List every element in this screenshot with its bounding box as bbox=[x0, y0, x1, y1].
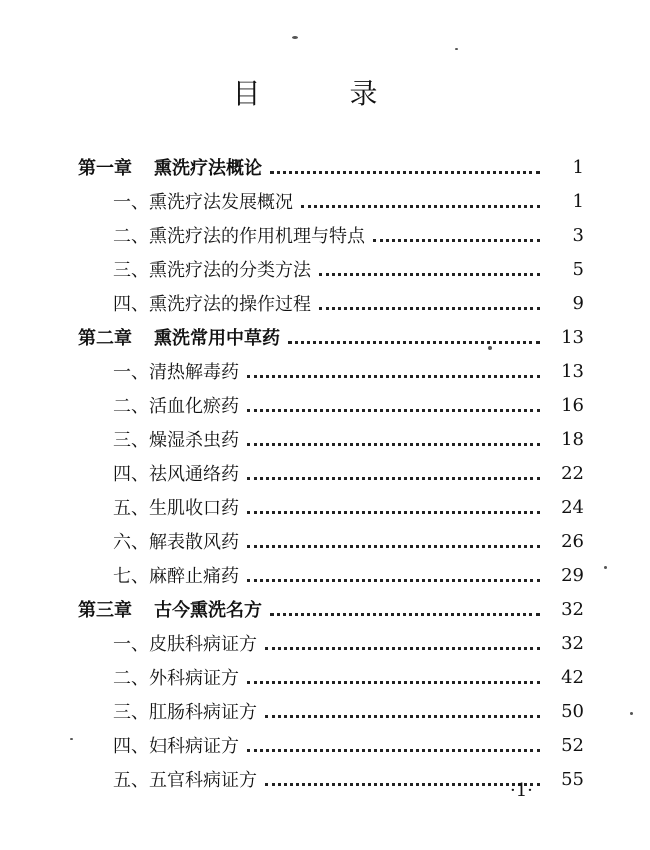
chapter-label bbox=[78, 324, 280, 350]
page-number: 13 bbox=[561, 360, 584, 382]
page-number: 18 bbox=[561, 428, 584, 450]
page-number: 52 bbox=[561, 734, 584, 756]
page-number: 55 bbox=[561, 768, 584, 790]
section-label: 五、五官科病证方 bbox=[113, 770, 257, 791]
page-number: 50 bbox=[561, 700, 584, 722]
toc-section-row bbox=[0, 492, 650, 522]
page-number: 32 bbox=[561, 598, 584, 620]
section-label: 一、皮肤科病证方 bbox=[113, 634, 257, 655]
chapter-label bbox=[78, 596, 262, 622]
page-number: 1 bbox=[572, 190, 584, 212]
leader-dots bbox=[373, 237, 540, 242]
toc-section-row bbox=[0, 730, 650, 760]
leader-dots bbox=[270, 169, 540, 174]
leader-dots bbox=[265, 645, 540, 650]
chapter-name: 熏洗常用中草药 bbox=[154, 328, 280, 349]
toc-section-row bbox=[0, 220, 650, 250]
scan-speck bbox=[455, 48, 458, 50]
page-number: 42 bbox=[561, 666, 584, 688]
section-label: 四、妇科病证方 bbox=[113, 736, 239, 757]
page-number: 32 bbox=[561, 632, 584, 654]
leader-dots bbox=[247, 747, 540, 752]
leader-dots bbox=[288, 339, 540, 344]
page-number: 3 bbox=[572, 224, 584, 246]
leader-dots bbox=[319, 305, 540, 310]
page-number: 22 bbox=[561, 462, 584, 484]
section-label: 四、熏洗疗法的操作过程 bbox=[113, 294, 311, 315]
page-footer-number: ·1· bbox=[510, 780, 533, 801]
toc-section-row bbox=[0, 390, 650, 420]
page-title: 目 录 bbox=[232, 77, 418, 110]
toc-chapter-row bbox=[0, 152, 650, 182]
leader-dots bbox=[247, 543, 540, 548]
page-number: 24 bbox=[561, 496, 584, 518]
toc-section-row bbox=[0, 628, 650, 658]
leader-dots bbox=[247, 407, 540, 412]
leader-dots bbox=[247, 577, 540, 582]
leader-dots bbox=[319, 271, 540, 276]
page-number: 13 bbox=[561, 326, 584, 348]
scan-speck bbox=[630, 712, 633, 715]
section-label: 一、熏洗疗法发展概况 bbox=[113, 192, 293, 213]
chapter-number: 第二章 bbox=[78, 328, 132, 349]
chapter-number: 第一章 bbox=[78, 158, 132, 179]
section-label: 三、熏洗疗法的分类方法 bbox=[113, 260, 311, 281]
section-label: 二、活血化瘀药 bbox=[113, 396, 239, 417]
toc-section-row bbox=[0, 288, 650, 318]
section-label: 一、清热解毒药 bbox=[113, 362, 239, 383]
scan-speck bbox=[70, 738, 73, 740]
toc-section-row bbox=[0, 254, 650, 284]
toc-chapter-row bbox=[0, 594, 650, 624]
leader-dots bbox=[247, 441, 540, 446]
scan-speck bbox=[604, 566, 607, 569]
chapter-name: 古今熏洗名方 bbox=[154, 600, 262, 621]
toc-section-row bbox=[0, 696, 650, 726]
page-number: 16 bbox=[561, 394, 584, 416]
scan-speck bbox=[488, 346, 492, 350]
leader-dots bbox=[247, 679, 540, 684]
scan-speck bbox=[292, 36, 298, 39]
section-label: 七、麻醉止痛药 bbox=[113, 566, 239, 587]
leader-dots bbox=[270, 611, 540, 616]
section-label: 三、燥湿杀虫药 bbox=[113, 430, 239, 451]
toc-section-row bbox=[0, 560, 650, 590]
leader-dots bbox=[265, 713, 540, 718]
page-number: 29 bbox=[561, 564, 584, 586]
leader-dots bbox=[265, 781, 540, 786]
toc-section-row bbox=[0, 186, 650, 216]
page-number: 9 bbox=[572, 292, 584, 314]
leader-dots bbox=[247, 509, 540, 514]
toc-section-row bbox=[0, 356, 650, 386]
section-label: 五、生肌收口药 bbox=[113, 498, 239, 519]
section-label: 二、外科病证方 bbox=[113, 668, 239, 689]
chapter-name: 熏洗疗法概论 bbox=[154, 158, 262, 179]
page-number: 1 bbox=[572, 156, 584, 178]
toc-section-row bbox=[0, 458, 650, 488]
leader-dots bbox=[301, 203, 540, 208]
chapter-number: 第三章 bbox=[78, 600, 132, 621]
leader-dots bbox=[247, 475, 540, 480]
toc-section-row bbox=[0, 764, 650, 794]
leader-dots bbox=[247, 373, 540, 378]
toc-chapter-row bbox=[0, 322, 650, 352]
toc-section-row bbox=[0, 526, 650, 556]
toc-section-row bbox=[0, 662, 650, 692]
section-label: 四、祛风通络药 bbox=[113, 464, 239, 485]
chapter-label bbox=[78, 154, 262, 180]
page-number: 26 bbox=[561, 530, 584, 552]
toc-section-row bbox=[0, 424, 650, 454]
section-label: 三、肛肠科病证方 bbox=[113, 702, 257, 723]
page-number: 5 bbox=[572, 258, 584, 280]
section-label: 二、熏洗疗法的作用机理与特点 bbox=[113, 226, 365, 247]
section-label: 六、解表散风药 bbox=[113, 532, 239, 553]
